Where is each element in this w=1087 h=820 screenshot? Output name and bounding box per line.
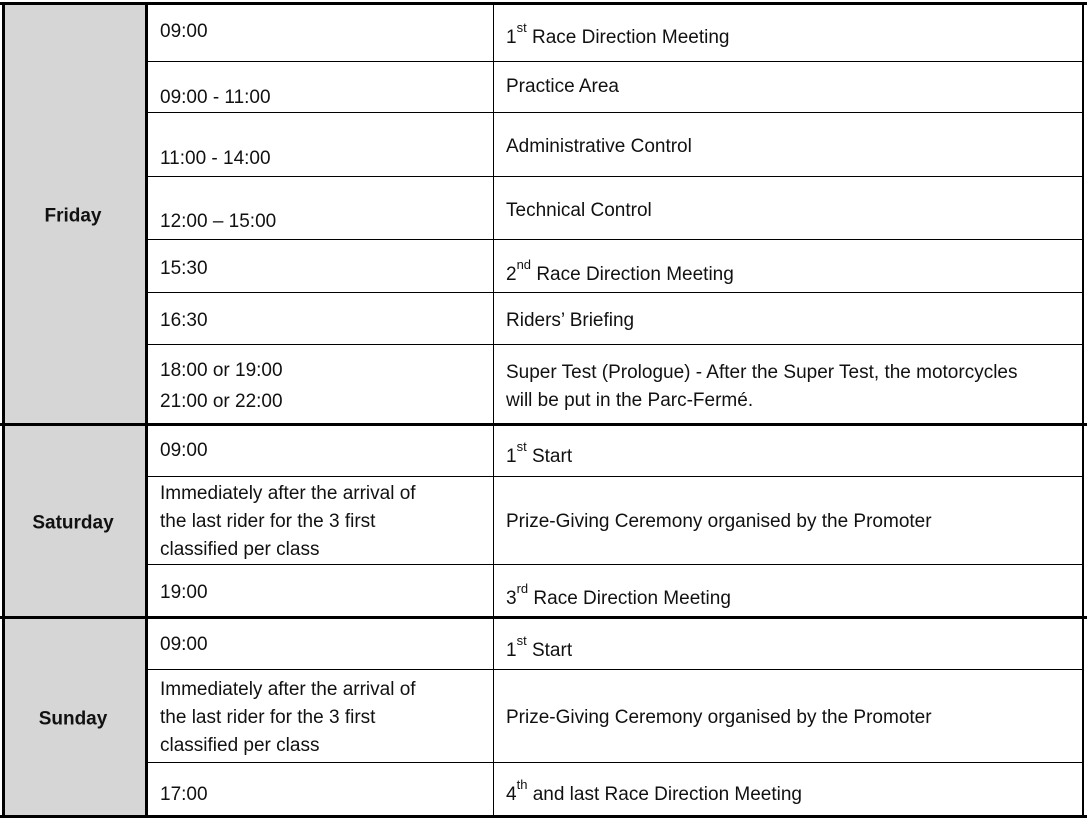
- event-text: Start: [526, 640, 573, 661]
- event-cell: [506, 632, 573, 665]
- time-cell: 17:00: [160, 784, 208, 805]
- time-cell: 09:00: [160, 21, 208, 42]
- row-divider: [147, 292, 1083, 293]
- day-label-friday: Friday: [44, 205, 102, 227]
- event-ordinal-suffix: st: [516, 632, 527, 648]
- row-divider: [147, 239, 1083, 240]
- event-ordinal: 1: [506, 446, 517, 467]
- time-cell: 16:30: [160, 310, 208, 331]
- event-ordinal: 2: [506, 264, 517, 285]
- table-border-bottom: [0, 815, 1087, 818]
- event-cell: [506, 580, 731, 613]
- time-cell-line: classified per class: [160, 539, 320, 560]
- day-label-saturday: Saturday: [32, 512, 114, 534]
- event-cell-line: will be put in the Parc-Fermé.: [506, 390, 754, 411]
- time-cell-line: 18:00 or 19:00: [160, 360, 283, 381]
- event-text: Start: [526, 446, 573, 467]
- event-text: and last Race Direction Meeting: [527, 784, 803, 805]
- time-cell: 09:00 - 11:00: [160, 87, 271, 108]
- table-border-top: [0, 2, 1087, 5]
- event-ordinal-suffix: st: [516, 19, 527, 35]
- row-divider: [147, 669, 1083, 670]
- time-cell-line: Immediately after the arrival of: [160, 679, 416, 700]
- time-cell: 11:00 - 14:00: [160, 148, 271, 169]
- event-ordinal-suffix: rd: [516, 580, 529, 596]
- row-divider: [147, 61, 1083, 62]
- event-text: Race Direction Meeting: [531, 264, 734, 285]
- event-cell: [506, 438, 573, 471]
- day-separator-saturday: [0, 423, 1087, 426]
- day-label-sunday: Sunday: [38, 708, 108, 730]
- time-column-divider: [493, 2, 494, 818]
- day-column-shading: [4, 4, 146, 816]
- row-divider: [147, 112, 1083, 113]
- event-cell: Riders’ Briefing: [506, 310, 635, 331]
- time-cell-line: the last rider for the 3 first: [160, 707, 376, 728]
- event-cell: [506, 256, 734, 289]
- event-ordinal: 1: [506, 27, 517, 48]
- event-cell: [506, 19, 730, 52]
- event-text: Race Direction Meeting: [526, 27, 730, 48]
- time-cell-line: Immediately after the arrival of: [160, 483, 416, 504]
- row-divider: [147, 476, 1083, 477]
- time-cell-line: classified per class: [160, 735, 320, 756]
- event-ordinal-suffix: th: [516, 776, 528, 792]
- time-cell: 09:00: [160, 634, 208, 655]
- table-border-left: [2, 2, 5, 818]
- row-divider: [147, 564, 1083, 565]
- day-column-divider: [145, 2, 148, 818]
- row-divider: [147, 344, 1083, 345]
- event-ordinal: 4: [506, 784, 517, 805]
- time-cell-line: 21:00 or 22:00: [160, 391, 283, 412]
- time-cell: 15:30: [160, 258, 208, 279]
- event-ordinal: 3: [506, 588, 517, 609]
- table-border-right: [1082, 2, 1084, 818]
- event-ordinal-suffix: nd: [516, 256, 532, 272]
- event-ordinal-suffix: st: [516, 438, 527, 454]
- event-text: Race Direction Meeting: [528, 588, 731, 609]
- day-separator-sunday: [0, 616, 1087, 619]
- time-cell: 09:00: [160, 440, 208, 461]
- event-cell: Technical Control: [506, 200, 652, 221]
- event-ordinal: 1: [506, 640, 517, 661]
- event-cell: Prize-Giving Ceremony organised by the Promoter: [506, 511, 932, 532]
- event-cell-line: Super Test (Prologue) - After the Super Test, the motorcycles: [506, 362, 1018, 383]
- row-divider: [147, 762, 1083, 763]
- event-cell: Administrative Control: [506, 136, 692, 157]
- event-cell: Prize-Giving Ceremony organised by the Promoter: [506, 707, 932, 728]
- time-cell-line: the last rider for the 3 first: [160, 511, 376, 532]
- event-cell: [506, 776, 803, 809]
- row-divider: [147, 176, 1083, 177]
- time-cell: 19:00: [160, 582, 208, 603]
- time-cell: 12:00 – 15:00: [160, 211, 277, 232]
- event-cell: Practice Area: [506, 76, 619, 97]
